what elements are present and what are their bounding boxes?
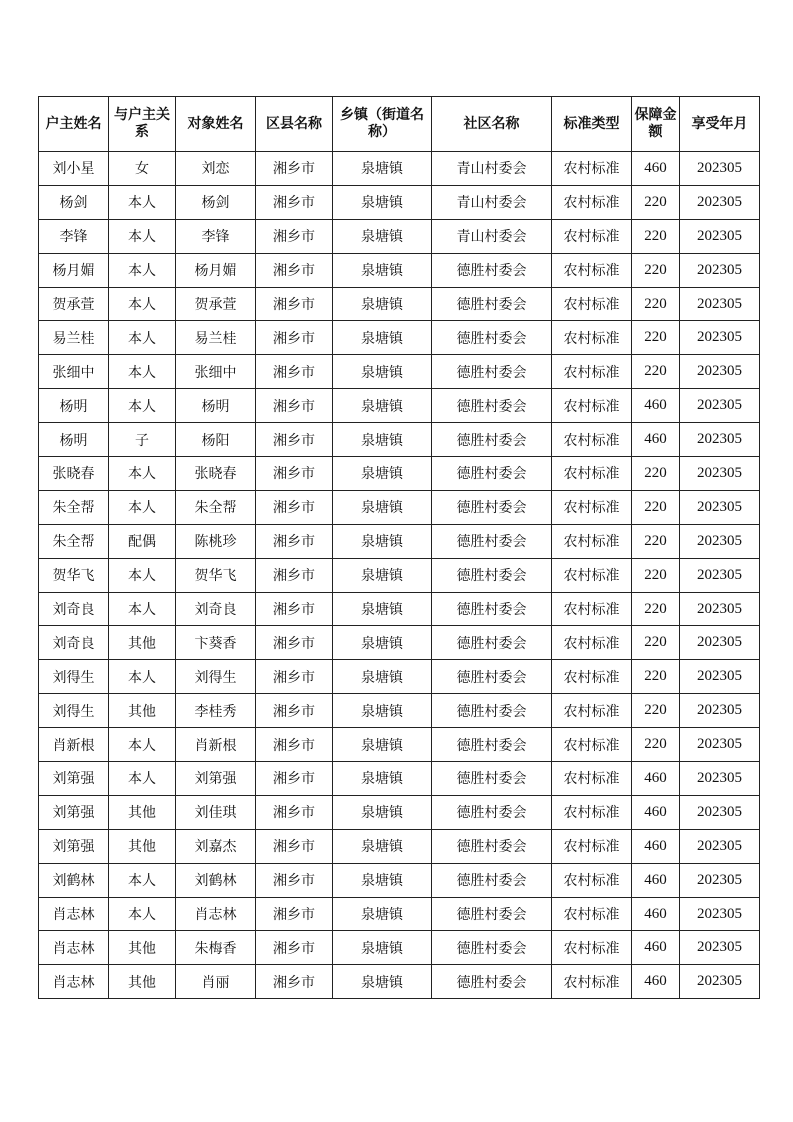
cell-relation: 本人	[109, 762, 176, 796]
cell-householder-name: 刘得生	[39, 660, 109, 694]
cell-county: 湘乡市	[256, 592, 333, 626]
cell-recipient-name: 李桂秀	[176, 694, 256, 728]
cell-township: 泉塘镇	[333, 694, 432, 728]
cell-month: 202305	[680, 389, 760, 423]
cell-relation: 本人	[109, 490, 176, 524]
cell-township: 泉塘镇	[333, 931, 432, 965]
cell-amount: 220	[632, 287, 680, 321]
cell-amount: 220	[632, 355, 680, 389]
cell-recipient-name: 刘佳琪	[176, 795, 256, 829]
cell-standard-type: 农村标准	[552, 558, 632, 592]
cell-householder-name: 杨剑	[39, 185, 109, 219]
cell-county: 湘乡市	[256, 457, 333, 491]
cell-community: 德胜村委会	[432, 626, 552, 660]
table-row	[39, 219, 760, 253]
table-row	[39, 558, 760, 592]
cell-standard-type: 农村标准	[552, 490, 632, 524]
cell-relation: 本人	[109, 355, 176, 389]
cell-community: 德胜村委会	[432, 728, 552, 762]
cell-month: 202305	[680, 592, 760, 626]
cell-amount: 460	[632, 829, 680, 863]
table-row	[39, 524, 760, 558]
cell-month: 202305	[680, 762, 760, 796]
cell-standard-type: 农村标准	[552, 660, 632, 694]
cell-township: 泉塘镇	[333, 660, 432, 694]
cell-householder-name: 刘奇良	[39, 592, 109, 626]
cell-standard-type: 农村标准	[552, 457, 632, 491]
cell-township: 泉塘镇	[333, 558, 432, 592]
cell-community: 青山村委会	[432, 185, 552, 219]
cell-recipient-name: 刘鹤林	[176, 863, 256, 897]
cell-township: 泉塘镇	[333, 795, 432, 829]
cell-recipient-name: 卞葵香	[176, 626, 256, 660]
cell-householder-name: 刘第强	[39, 762, 109, 796]
cell-relation: 本人	[109, 389, 176, 423]
cell-amount: 460	[632, 863, 680, 897]
cell-county: 湘乡市	[256, 355, 333, 389]
table-row	[39, 490, 760, 524]
cell-relation: 本人	[109, 558, 176, 592]
cell-month: 202305	[680, 897, 760, 931]
cell-township: 泉塘镇	[333, 728, 432, 762]
cell-month: 202305	[680, 558, 760, 592]
cell-householder-name: 肖志林	[39, 897, 109, 931]
cell-standard-type: 农村标准	[552, 762, 632, 796]
cell-standard-type: 农村标准	[552, 863, 632, 897]
table-row	[39, 728, 760, 762]
cell-month: 202305	[680, 660, 760, 694]
cell-relation: 本人	[109, 863, 176, 897]
cell-township: 泉塘镇	[333, 152, 432, 186]
cell-recipient-name: 杨阳	[176, 423, 256, 457]
cell-township: 泉塘镇	[333, 490, 432, 524]
cell-amount: 220	[632, 694, 680, 728]
cell-relation: 本人	[109, 287, 176, 321]
cell-standard-type: 农村标准	[552, 423, 632, 457]
cell-relation: 子	[109, 423, 176, 457]
header-col-township: 乡镇（街道名称）	[333, 97, 432, 152]
cell-township: 泉塘镇	[333, 185, 432, 219]
cell-county: 湘乡市	[256, 626, 333, 660]
cell-relation: 本人	[109, 185, 176, 219]
cell-relation: 本人	[109, 728, 176, 762]
cell-amount: 220	[632, 592, 680, 626]
cell-relation: 本人	[109, 321, 176, 355]
cell-relation: 其他	[109, 694, 176, 728]
cell-amount: 220	[632, 219, 680, 253]
cell-county: 湘乡市	[256, 931, 333, 965]
cell-community: 德胜村委会	[432, 490, 552, 524]
header-col-community: 社区名称	[432, 97, 552, 152]
cell-township: 泉塘镇	[333, 287, 432, 321]
cell-relation: 其他	[109, 626, 176, 660]
cell-relation: 其他	[109, 965, 176, 999]
cell-month: 202305	[680, 829, 760, 863]
cell-recipient-name: 刘得生	[176, 660, 256, 694]
cell-township: 泉塘镇	[333, 626, 432, 660]
cell-community: 德胜村委会	[432, 694, 552, 728]
header-row	[39, 97, 760, 152]
cell-community: 德胜村委会	[432, 457, 552, 491]
cell-standard-type: 农村标准	[552, 321, 632, 355]
cell-standard-type: 农村标准	[552, 897, 632, 931]
cell-township: 泉塘镇	[333, 355, 432, 389]
cell-relation: 其他	[109, 829, 176, 863]
cell-recipient-name: 杨明	[176, 389, 256, 423]
cell-township: 泉塘镇	[333, 423, 432, 457]
table-row	[39, 762, 760, 796]
cell-standard-type: 农村标准	[552, 829, 632, 863]
cell-community: 德胜村委会	[432, 423, 552, 457]
cell-month: 202305	[680, 457, 760, 491]
cell-community: 德胜村委会	[432, 762, 552, 796]
cell-township: 泉塘镇	[333, 592, 432, 626]
cell-community: 青山村委会	[432, 219, 552, 253]
cell-householder-name: 易兰桂	[39, 321, 109, 355]
cell-county: 湘乡市	[256, 253, 333, 287]
cell-community: 德胜村委会	[432, 592, 552, 626]
cell-county: 湘乡市	[256, 863, 333, 897]
cell-community: 德胜村委会	[432, 931, 552, 965]
table-row	[39, 355, 760, 389]
cell-county: 湘乡市	[256, 490, 333, 524]
cell-householder-name: 张晓春	[39, 457, 109, 491]
cell-relation: 本人	[109, 219, 176, 253]
cell-recipient-name: 李锋	[176, 219, 256, 253]
table-row	[39, 660, 760, 694]
cell-standard-type: 农村标准	[552, 592, 632, 626]
cell-amount: 460	[632, 423, 680, 457]
cell-county: 湘乡市	[256, 829, 333, 863]
header-col-county: 区县名称	[256, 97, 333, 152]
header-col-recipient-name: 对象姓名	[176, 97, 256, 152]
cell-recipient-name: 贺华飞	[176, 558, 256, 592]
table-row	[39, 626, 760, 660]
cell-month: 202305	[680, 355, 760, 389]
cell-recipient-name: 刘奇良	[176, 592, 256, 626]
cell-amount: 460	[632, 389, 680, 423]
cell-relation: 本人	[109, 660, 176, 694]
cell-amount: 460	[632, 897, 680, 931]
cell-county: 湘乡市	[256, 389, 333, 423]
cell-community: 德胜村委会	[432, 389, 552, 423]
cell-recipient-name: 张晓春	[176, 457, 256, 491]
cell-recipient-name: 杨剑	[176, 185, 256, 219]
cell-amount: 220	[632, 660, 680, 694]
cell-county: 湘乡市	[256, 321, 333, 355]
table-row	[39, 321, 760, 355]
cell-county: 湘乡市	[256, 185, 333, 219]
cell-community: 德胜村委会	[432, 321, 552, 355]
cell-community: 德胜村委会	[432, 795, 552, 829]
table-row	[39, 829, 760, 863]
cell-township: 泉塘镇	[333, 321, 432, 355]
cell-month: 202305	[680, 152, 760, 186]
cell-householder-name: 刘第强	[39, 795, 109, 829]
cell-amount: 460	[632, 965, 680, 999]
cell-amount: 220	[632, 728, 680, 762]
cell-relation: 其他	[109, 795, 176, 829]
cell-county: 湘乡市	[256, 965, 333, 999]
cell-county: 湘乡市	[256, 660, 333, 694]
cell-relation: 女	[109, 152, 176, 186]
cell-amount: 220	[632, 253, 680, 287]
cell-recipient-name: 杨月媚	[176, 253, 256, 287]
cell-month: 202305	[680, 524, 760, 558]
cell-township: 泉塘镇	[333, 762, 432, 796]
cell-relation: 本人	[109, 592, 176, 626]
cell-standard-type: 农村标准	[552, 728, 632, 762]
table-row	[39, 863, 760, 897]
cell-householder-name: 贺华飞	[39, 558, 109, 592]
cell-recipient-name: 易兰桂	[176, 321, 256, 355]
cell-householder-name: 杨月媚	[39, 253, 109, 287]
cell-amount: 220	[632, 626, 680, 660]
cell-township: 泉塘镇	[333, 253, 432, 287]
cell-householder-name: 朱全帮	[39, 524, 109, 558]
header-col-relation: 与户主关系	[109, 97, 176, 152]
cell-amount: 220	[632, 558, 680, 592]
table-row	[39, 457, 760, 491]
table-row	[39, 965, 760, 999]
table-row	[39, 897, 760, 931]
header-col-standard-type: 标准类型	[552, 97, 632, 152]
cell-month: 202305	[680, 965, 760, 999]
cell-standard-type: 农村标准	[552, 795, 632, 829]
cell-county: 湘乡市	[256, 558, 333, 592]
cell-relation: 配偶	[109, 524, 176, 558]
cell-county: 湘乡市	[256, 694, 333, 728]
cell-month: 202305	[680, 185, 760, 219]
cell-householder-name: 贺承萱	[39, 287, 109, 321]
cell-householder-name: 杨明	[39, 423, 109, 457]
cell-month: 202305	[680, 931, 760, 965]
cell-community: 德胜村委会	[432, 355, 552, 389]
table-row	[39, 694, 760, 728]
cell-householder-name: 杨明	[39, 389, 109, 423]
cell-month: 202305	[680, 626, 760, 660]
cell-county: 湘乡市	[256, 897, 333, 931]
cell-relation: 本人	[109, 897, 176, 931]
cell-householder-name: 刘第强	[39, 829, 109, 863]
cell-householder-name: 刘得生	[39, 694, 109, 728]
cell-standard-type: 农村标准	[552, 185, 632, 219]
cell-recipient-name: 张细中	[176, 355, 256, 389]
cell-township: 泉塘镇	[333, 524, 432, 558]
cell-community: 德胜村委会	[432, 287, 552, 321]
cell-householder-name: 肖志林	[39, 931, 109, 965]
beneficiary-table	[38, 96, 760, 999]
cell-standard-type: 农村标准	[552, 152, 632, 186]
cell-amount: 460	[632, 152, 680, 186]
cell-township: 泉塘镇	[333, 389, 432, 423]
table-row	[39, 185, 760, 219]
cell-township: 泉塘镇	[333, 863, 432, 897]
cell-county: 湘乡市	[256, 795, 333, 829]
cell-standard-type: 农村标准	[552, 253, 632, 287]
cell-county: 湘乡市	[256, 423, 333, 457]
cell-householder-name: 朱全帮	[39, 490, 109, 524]
cell-relation: 本人	[109, 253, 176, 287]
cell-amount: 220	[632, 321, 680, 355]
table-row	[39, 253, 760, 287]
table-row	[39, 931, 760, 965]
cell-township: 泉塘镇	[333, 965, 432, 999]
cell-standard-type: 农村标准	[552, 965, 632, 999]
table-row	[39, 592, 760, 626]
cell-township: 泉塘镇	[333, 219, 432, 253]
cell-community: 德胜村委会	[432, 558, 552, 592]
cell-amount: 460	[632, 795, 680, 829]
cell-standard-type: 农村标准	[552, 931, 632, 965]
cell-amount: 220	[632, 185, 680, 219]
cell-householder-name: 刘奇良	[39, 626, 109, 660]
cell-householder-name: 张细中	[39, 355, 109, 389]
cell-community: 德胜村委会	[432, 524, 552, 558]
table-row	[39, 423, 760, 457]
cell-standard-type: 农村标准	[552, 626, 632, 660]
cell-community: 德胜村委会	[432, 863, 552, 897]
cell-county: 湘乡市	[256, 152, 333, 186]
cell-recipient-name: 刘恋	[176, 152, 256, 186]
cell-recipient-name: 刘嘉杰	[176, 829, 256, 863]
cell-amount: 460	[632, 931, 680, 965]
cell-county: 湘乡市	[256, 219, 333, 253]
table-row	[39, 795, 760, 829]
cell-county: 湘乡市	[256, 524, 333, 558]
cell-relation: 其他	[109, 931, 176, 965]
cell-community: 德胜村委会	[432, 660, 552, 694]
cell-county: 湘乡市	[256, 728, 333, 762]
cell-month: 202305	[680, 253, 760, 287]
table-header	[39, 97, 760, 152]
cell-recipient-name: 刘第强	[176, 762, 256, 796]
cell-recipient-name: 贺承萱	[176, 287, 256, 321]
cell-month: 202305	[680, 863, 760, 897]
cell-community: 德胜村委会	[432, 965, 552, 999]
cell-township: 泉塘镇	[333, 897, 432, 931]
cell-month: 202305	[680, 219, 760, 253]
cell-householder-name: 肖新根	[39, 728, 109, 762]
cell-recipient-name: 朱全帮	[176, 490, 256, 524]
cell-township: 泉塘镇	[333, 457, 432, 491]
header-col-month: 享受年月	[680, 97, 760, 152]
table-row	[39, 389, 760, 423]
cell-householder-name: 刘小星	[39, 152, 109, 186]
cell-recipient-name: 肖新根	[176, 728, 256, 762]
cell-standard-type: 农村标准	[552, 389, 632, 423]
cell-month: 202305	[680, 728, 760, 762]
cell-recipient-name: 朱梅香	[176, 931, 256, 965]
header-col-amount: 保障金额	[632, 97, 680, 152]
cell-community: 德胜村委会	[432, 897, 552, 931]
cell-month: 202305	[680, 795, 760, 829]
cell-recipient-name: 陈桃珍	[176, 524, 256, 558]
cell-householder-name: 肖志林	[39, 965, 109, 999]
cell-community: 德胜村委会	[432, 829, 552, 863]
cell-month: 202305	[680, 694, 760, 728]
cell-recipient-name: 肖志林	[176, 897, 256, 931]
cell-householder-name: 李锋	[39, 219, 109, 253]
cell-amount: 220	[632, 490, 680, 524]
cell-community: 青山村委会	[432, 152, 552, 186]
cell-month: 202305	[680, 287, 760, 321]
cell-standard-type: 农村标准	[552, 694, 632, 728]
cell-standard-type: 农村标准	[552, 355, 632, 389]
cell-amount: 460	[632, 762, 680, 796]
cell-county: 湘乡市	[256, 287, 333, 321]
cell-householder-name: 刘鹤林	[39, 863, 109, 897]
cell-month: 202305	[680, 490, 760, 524]
cell-month: 202305	[680, 423, 760, 457]
cell-amount: 220	[632, 457, 680, 491]
cell-month: 202305	[680, 321, 760, 355]
header-col-householder-name: 户主姓名	[39, 97, 109, 152]
cell-county: 湘乡市	[256, 762, 333, 796]
cell-recipient-name: 肖丽	[176, 965, 256, 999]
cell-standard-type: 农村标准	[552, 287, 632, 321]
cell-relation: 本人	[109, 457, 176, 491]
table-row	[39, 152, 760, 186]
cell-township: 泉塘镇	[333, 829, 432, 863]
table-row	[39, 287, 760, 321]
cell-standard-type: 农村标准	[552, 524, 632, 558]
cell-standard-type: 农村标准	[552, 219, 632, 253]
table-body	[39, 152, 760, 999]
cell-amount: 220	[632, 524, 680, 558]
cell-community: 德胜村委会	[432, 253, 552, 287]
